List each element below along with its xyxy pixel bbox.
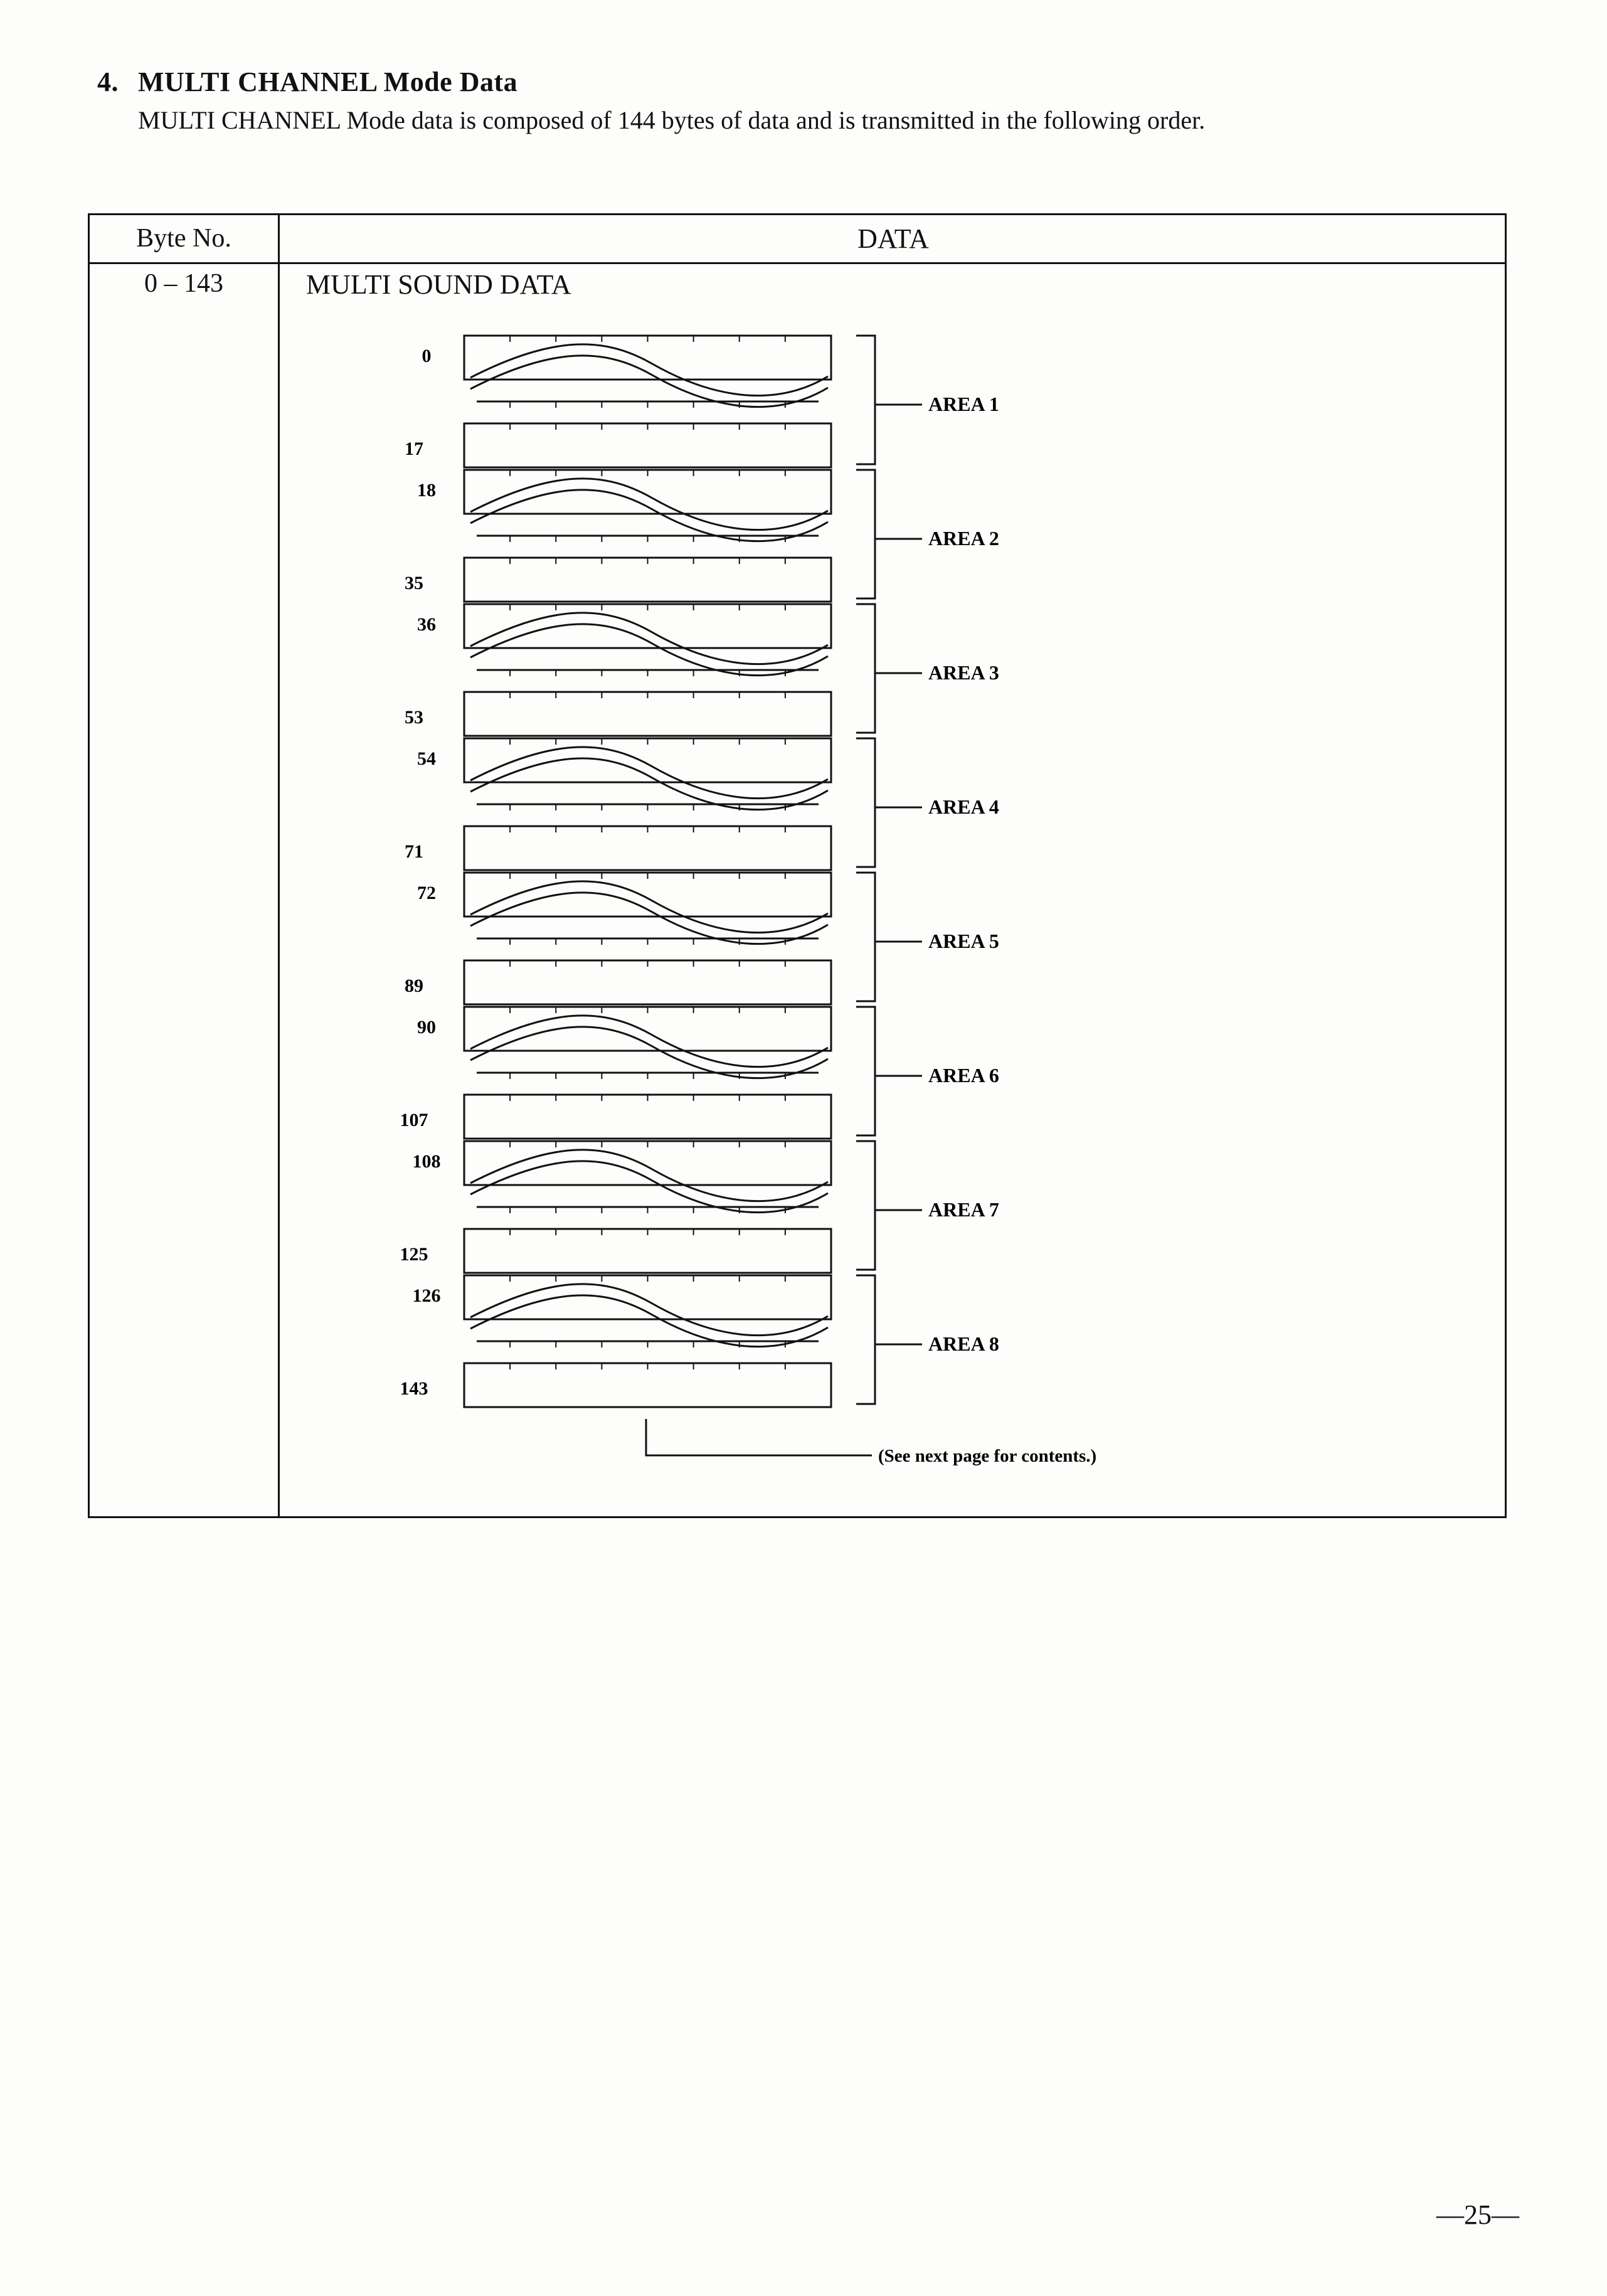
area-block [405, 873, 999, 1004]
section-number: 4. [97, 66, 119, 97]
page-number: —25— [1436, 2199, 1519, 2230]
area-label: AREA 2 [928, 527, 999, 550]
area-start-byte: 36 [417, 614, 436, 635]
area-start-byte: 90 [417, 1017, 436, 1038]
area-end-byte: 107 [400, 1110, 428, 1130]
area-start-byte: 0 [422, 346, 432, 366]
see-next-page-note: (See next page for contents.) [878, 1446, 1097, 1466]
area-end-byte: 143 [400, 1378, 428, 1399]
area-label: AREA 8 [928, 1332, 999, 1355]
area-block [405, 604, 999, 736]
area-block [405, 738, 999, 870]
area-end-byte: 17 [405, 438, 423, 459]
note-connector [646, 1419, 872, 1455]
header-data: DATA [857, 223, 929, 254]
area-block [400, 1141, 999, 1273]
area-start-byte: 72 [417, 883, 436, 903]
area-start-byte: 126 [412, 1285, 441, 1306]
area-end-byte: 125 [400, 1244, 428, 1265]
area-block [405, 470, 999, 602]
area-blocks [400, 336, 999, 1407]
area-label: AREA 7 [928, 1198, 999, 1221]
area-block [400, 1275, 999, 1407]
area-label: AREA 3 [928, 661, 999, 684]
row-byte-range: 0 – 143 [144, 269, 223, 298]
area-start-byte: 54 [417, 748, 436, 769]
row-title: MULTI SOUND DATA [306, 269, 571, 300]
section-intro: MULTI CHANNEL Mode data is composed of 144 bytes of data and is transmitted in the following order. [138, 106, 1206, 134]
area-label: AREA 4 [928, 795, 999, 818]
area-start-byte: 108 [412, 1151, 441, 1172]
area-start-byte: 18 [417, 480, 436, 501]
area-label: AREA 6 [928, 1064, 999, 1087]
area-end-byte: 89 [405, 975, 423, 996]
header-byte-no: Byte No. [136, 224, 231, 253]
section-title: MULTI CHANNEL Mode Data [138, 66, 518, 97]
area-block [400, 1007, 999, 1139]
area-end-byte: 35 [405, 573, 423, 593]
area-end-byte: 71 [405, 841, 423, 862]
area-label: AREA 1 [928, 393, 999, 415]
area-label: AREA 5 [928, 930, 999, 952]
area-block [405, 336, 999, 467]
area-end-byte: 53 [405, 707, 423, 728]
